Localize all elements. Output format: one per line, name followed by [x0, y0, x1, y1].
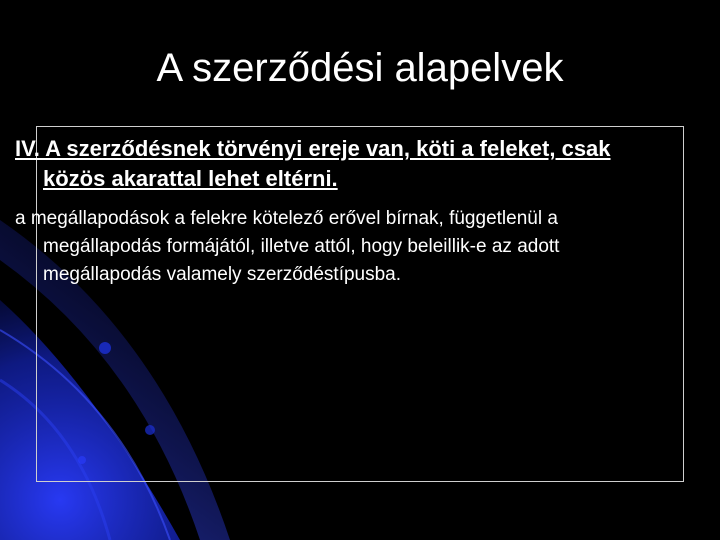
- principle-heading: IV. A szerződésnek törvényi ereje van, köti a feleket, csak közös akarattal lehet eltérni.: [15, 136, 611, 191]
- slide-title: A szerződési alapelvek: [156, 46, 564, 90]
- principle-body-text: a megállapodások a felekre kötelező erővel bírnak, függetlenül a megállapodás formájától, illetve attól, hogy beleillik-e az adott megállapodás valamely szerződéstípusba.: [15, 208, 560, 285]
